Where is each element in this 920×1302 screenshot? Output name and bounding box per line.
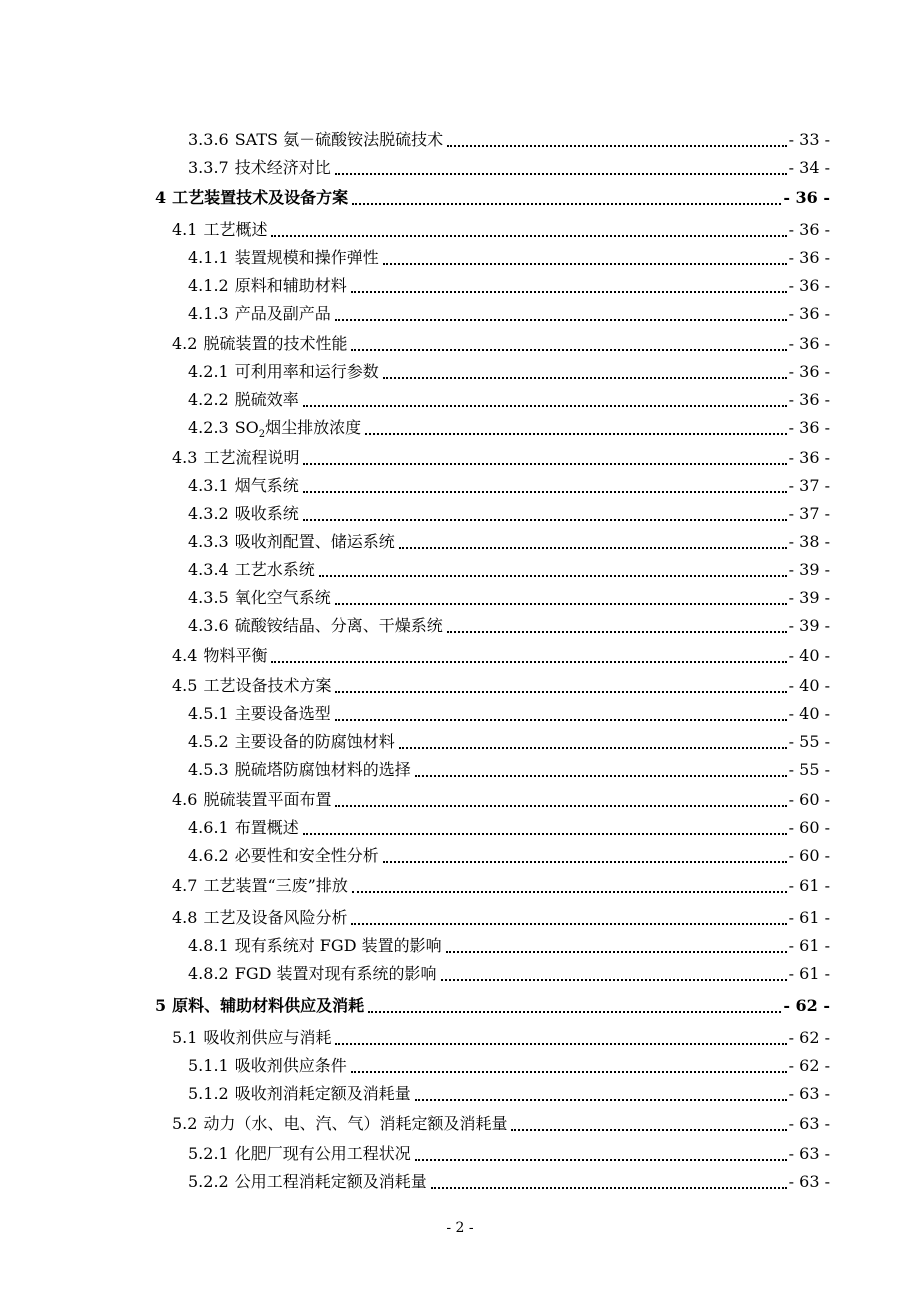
toc-entry-text: 烟尘排放浓度 <box>265 418 362 437</box>
toc-entry[interactable] <box>172 876 830 896</box>
toc-entry-page: - 36 - <box>788 390 830 409</box>
toc-dot-leader <box>351 282 787 296</box>
toc-entry-text: 吸收剂消耗定额及消耗量 <box>234 1084 411 1103</box>
toc-entry[interactable] <box>188 588 830 608</box>
toc-entry-title <box>188 476 299 496</box>
toc-entry-text: 原料、辅助材料供应及消耗 <box>172 996 365 1015</box>
toc-dot-leader <box>415 1090 787 1104</box>
toc-entry[interactable] <box>188 362 830 382</box>
toc-entry-number: 4 <box>155 188 167 207</box>
toc-entry-number: 4.3 <box>172 448 198 467</box>
toc-entry[interactable] <box>188 276 830 296</box>
toc-entry-number: 3.3.7 <box>188 158 229 177</box>
toc-entry-page: - 63 - <box>788 1114 830 1133</box>
toc-entry-text: 脱硫装置平面布置 <box>203 790 332 809</box>
toc-entry-title <box>172 334 347 354</box>
toc-entry-text: 烟气系统 <box>234 476 299 495</box>
toc-entry-page: - 63 - <box>788 1144 830 1163</box>
toc-entry-title <box>172 220 267 240</box>
toc-entry-text: 布置概述 <box>234 818 299 837</box>
toc-dot-leader <box>383 368 787 382</box>
toc-entry-page: - 39 - <box>788 588 830 607</box>
toc-entry-title <box>188 588 331 608</box>
toc-entry-number: 4.5.1 <box>188 704 229 723</box>
toc-entry-title <box>188 1172 427 1192</box>
toc-dot-leader <box>351 1062 787 1076</box>
toc-entry-page: - 55 - <box>788 732 830 751</box>
toc-entry-text: 现有系统对 FGD 装置的影响 <box>234 936 442 955</box>
toc-entry-text: 原料和辅助材料 <box>234 276 347 295</box>
toc-dot-leader <box>351 340 786 354</box>
toc-entry-text: 脱硫装置的技术性能 <box>203 334 348 353</box>
toc-entry[interactable] <box>188 964 830 984</box>
toc-entry-text: 主要设备选型 <box>234 704 331 723</box>
toc-dot-leader <box>446 942 787 956</box>
toc-entry-text: 工艺流程说明 <box>203 448 300 467</box>
toc-entry[interactable] <box>188 304 830 324</box>
toc-entry[interactable] <box>188 1084 830 1104</box>
toc-dot-leader <box>303 824 787 838</box>
toc-entry-page: - 37 - <box>788 504 830 523</box>
toc-entry-text: 化肥厂现有公用工程状况 <box>234 1144 411 1163</box>
toc-entry-number: 4.2 <box>172 334 198 353</box>
toc-entry-title <box>188 248 379 268</box>
toc-dot-leader <box>383 254 787 268</box>
toc-entry-text: 硫酸铵结晶、分离、干燥系统 <box>234 616 443 635</box>
toc-entry-number: 4.5.2 <box>188 732 229 751</box>
toc-entry-page: - 37 - <box>788 476 830 495</box>
toc-entry-page: - 36 - <box>788 304 830 323</box>
toc-entry-title <box>188 418 362 441</box>
toc-entry-number: 5.1.2 <box>188 1084 229 1103</box>
toc-entry-page: - 36 - <box>788 248 830 267</box>
toc-entry[interactable] <box>188 1172 830 1192</box>
toc-dot-leader <box>351 914 786 928</box>
toc-entry-number: 4.3.5 <box>188 588 229 607</box>
toc-dot-leader <box>415 1150 787 1164</box>
toc-entry-page: - 39 - <box>788 560 830 579</box>
toc-dot-leader <box>352 194 781 208</box>
toc-entry-formula: SO <box>234 418 259 437</box>
toc-entry[interactable] <box>188 418 830 441</box>
toc-dot-leader <box>319 566 787 580</box>
toc-entry-number: 4.3.6 <box>188 616 229 635</box>
toc-entry-title <box>188 1084 411 1104</box>
toc-entry-page: - 36 - <box>788 220 830 239</box>
toc-entry-number: 4.2.2 <box>188 390 229 409</box>
toc-entry-page: - 36 - <box>783 188 830 207</box>
toc-entry-text: 工艺及设备风险分析 <box>203 908 348 927</box>
toc-entry-title <box>188 158 331 178</box>
toc-entry-title <box>172 876 348 896</box>
toc-entry-title <box>188 362 379 382</box>
toc-entry-text: FGD 装置对现有系统的影响 <box>234 964 437 983</box>
toc-entry-page: - 39 - <box>788 616 830 635</box>
toc-entry[interactable] <box>172 1028 830 1048</box>
toc-entry-text: 工艺水系统 <box>234 560 315 579</box>
page-number: - 2 - <box>446 1220 474 1236</box>
toc-dot-leader <box>335 1034 786 1048</box>
toc-entry[interactable] <box>188 1144 830 1164</box>
toc-entry-text: 可利用率和运行参数 <box>234 362 379 381</box>
toc-entry-page: - 40 - <box>788 704 830 723</box>
toc-entry-number: 4.8.2 <box>188 964 229 983</box>
toc-entry[interactable] <box>188 704 830 724</box>
toc-entry[interactable] <box>172 908 830 928</box>
toc-entry-title <box>188 560 315 580</box>
toc-entry-title <box>172 790 331 810</box>
toc-entry-page: - 60 - <box>788 790 830 809</box>
toc-entry-page: - 61 - <box>788 936 830 955</box>
toc-entry-title <box>172 676 331 696</box>
toc-dot-leader <box>303 396 787 410</box>
toc-entry-number: 5.2 <box>172 1114 198 1133</box>
toc-entry[interactable] <box>188 616 830 636</box>
toc-entry-page: - 60 - <box>788 818 830 837</box>
toc-entry[interactable] <box>172 676 830 696</box>
toc-entry-page: - 61 - <box>788 908 830 927</box>
toc-entry-text: 脱硫塔防腐蚀材料的选择 <box>234 760 411 779</box>
toc-dot-leader <box>335 796 786 810</box>
toc-dot-leader <box>335 710 787 724</box>
toc-entry[interactable] <box>188 504 830 524</box>
toc-entry-title <box>172 448 299 468</box>
toc-entry-page: - 62 - <box>783 996 830 1015</box>
toc-entry-number: 4.2.1 <box>188 362 229 381</box>
toc-entry-page: - 63 - <box>788 1084 830 1103</box>
toc-entry-text: SATS 氨－硫酸铵法脱硫技术 <box>234 130 444 149</box>
toc-dot-leader <box>365 424 786 438</box>
toc-dot-leader <box>271 652 786 666</box>
toc-entry-text: 氧化空气系统 <box>234 588 331 607</box>
toc-entry-text: 动力（水、电、汽、气）消耗定额及消耗量 <box>203 1114 508 1133</box>
toc-entry-page: - 36 - <box>788 276 830 295</box>
toc-entry-number: 4.7 <box>172 876 198 895</box>
toc-entry[interactable] <box>172 790 830 810</box>
toc-entry-title <box>172 1114 507 1134</box>
toc-dot-leader <box>303 454 786 468</box>
toc-entry-number: 4.1.3 <box>188 304 229 323</box>
toc-dot-leader <box>383 852 787 866</box>
toc-entry-number: 5.2.2 <box>188 1172 229 1191</box>
toc-entry-number: 4.4 <box>172 646 198 665</box>
toc-entry-page: - 36 - <box>788 448 830 467</box>
toc-entry-text: 工艺概述 <box>203 220 268 239</box>
toc-entry[interactable] <box>188 390 830 410</box>
toc-entry-page: - 40 - <box>788 646 830 665</box>
toc-entry[interactable] <box>155 188 830 208</box>
toc-entry-number: 4.3.3 <box>188 532 229 551</box>
toc-entry-number: 4.5 <box>172 676 198 695</box>
toc-entry-number: 4.1.2 <box>188 276 229 295</box>
toc-entry-page: - 36 - <box>788 418 830 437</box>
toc-entry[interactable] <box>172 1114 830 1134</box>
toc-entry[interactable] <box>188 936 830 956</box>
toc-entry-title <box>188 818 299 838</box>
toc-entry-title <box>188 504 299 524</box>
toc-dot-leader <box>415 766 787 780</box>
toc-entry-title <box>188 936 442 956</box>
toc-entry-title <box>188 1056 347 1076</box>
toc-entry-text: 吸收剂供应条件 <box>234 1056 347 1075</box>
toc-dot-leader <box>441 970 787 984</box>
toc-entry-page: - 33 - <box>788 130 830 149</box>
toc-entry[interactable] <box>188 818 830 838</box>
toc-entry-title <box>188 130 443 150</box>
toc-entry[interactable] <box>172 220 830 240</box>
toc-entry-title <box>188 704 331 724</box>
toc-entry-text: 脱硫效率 <box>234 390 299 409</box>
toc-dot-leader <box>368 1002 781 1016</box>
toc-entry-title <box>188 760 411 780</box>
toc-dot-leader <box>447 136 787 150</box>
toc-entry-text: 吸收剂配置、储运系统 <box>234 532 395 551</box>
toc-entry-text: 产品及副产品 <box>234 304 331 323</box>
toc-entry-number: 4.3.4 <box>188 560 229 579</box>
toc-entry-title <box>188 732 395 752</box>
toc-entry[interactable] <box>188 1056 830 1076</box>
toc-dot-leader <box>335 682 786 696</box>
toc-entry[interactable] <box>188 476 830 496</box>
toc-entry-page: - 61 - <box>788 964 830 983</box>
toc-entry[interactable] <box>172 646 830 666</box>
toc-entry-title <box>172 1028 331 1048</box>
toc-entry[interactable] <box>188 248 830 268</box>
toc-entry-text: 技术经济对比 <box>234 158 331 177</box>
toc-entry-page: - 36 - <box>788 362 830 381</box>
toc-dot-leader <box>303 510 787 524</box>
toc-entry-text: 物料平衡 <box>203 646 268 665</box>
toc-dot-leader <box>511 1120 786 1134</box>
toc-entry[interactable] <box>188 560 830 580</box>
toc-entry-text: 工艺装置“三废”排放 <box>203 876 348 895</box>
toc-entry-number: 5.1.1 <box>188 1056 229 1075</box>
toc-entry-title <box>188 964 437 984</box>
toc-entry-text: 工艺设备技术方案 <box>203 676 332 695</box>
toc-entry-title <box>188 304 331 324</box>
toc-entry-text: 工艺装置技术及设备方案 <box>172 188 349 207</box>
toc-entry-number: 5.2.1 <box>188 1144 229 1163</box>
toc-entry-number: 5 <box>155 996 167 1015</box>
toc-entry-text: 装置规模和操作弹性 <box>234 248 379 267</box>
toc-entry[interactable] <box>172 334 830 354</box>
toc-entry-text: 公用工程消耗定额及消耗量 <box>234 1172 427 1191</box>
toc-entry-number: 3.3.6 <box>188 130 229 149</box>
toc-entry-number: 4.6 <box>172 790 198 809</box>
toc-dot-leader <box>271 226 786 240</box>
toc-entry-title <box>155 188 348 208</box>
toc-dot-leader <box>335 310 787 324</box>
toc-dot-leader <box>399 738 787 752</box>
toc-entry-page: - 36 - <box>788 334 830 353</box>
toc-entry-text: 必要性和安全性分析 <box>234 846 379 865</box>
toc-entry-page: - 38 - <box>788 532 830 551</box>
toc-entry-page: - 60 - <box>788 846 830 865</box>
toc-entry-title <box>188 276 347 296</box>
toc-entry-number: 4.6.2 <box>188 846 229 865</box>
toc-entry-title <box>188 616 443 636</box>
toc-dot-leader <box>335 164 787 178</box>
toc-entry-title <box>188 1144 411 1164</box>
toc-entry-text: 吸收系统 <box>234 504 299 523</box>
toc-entry-number: 4.5.3 <box>188 760 229 779</box>
toc-dot-leader <box>447 622 787 636</box>
toc-entry-number: 4.3.1 <box>188 476 229 495</box>
toc-entry[interactable] <box>188 130 830 150</box>
toc-entry[interactable] <box>172 448 830 468</box>
toc-entry-title <box>188 390 299 410</box>
toc-entry-number: 5.1 <box>172 1028 198 1047</box>
toc-entry-number: 4.3.2 <box>188 504 229 523</box>
toc-entry[interactable] <box>188 846 830 866</box>
toc-entry-page: - 62 - <box>788 1056 830 1075</box>
toc-entry-number: 4.6.1 <box>188 818 229 837</box>
toc-dot-leader <box>335 594 787 608</box>
toc-entry-title <box>188 846 379 866</box>
toc-entry-formula-subscript: 2 <box>258 429 266 441</box>
toc-entry-number: 4.2.3 <box>188 418 229 437</box>
toc-entry-title <box>188 532 395 552</box>
toc-entry-page: - 40 - <box>788 676 830 695</box>
toc-entry-title <box>172 908 347 928</box>
toc-entry-text: 主要设备的防腐蚀材料 <box>234 732 395 751</box>
toc-entry-number: 4.8.1 <box>188 936 229 955</box>
toc-entry-page: - 61 - <box>788 876 830 895</box>
toc-entry-page: - 34 - <box>788 158 830 177</box>
toc-entry-number: 4.1.1 <box>188 248 229 267</box>
toc-entry-title <box>155 996 364 1016</box>
toc-dot-leader <box>303 482 787 496</box>
toc-entry-page: - 62 - <box>788 1028 830 1047</box>
toc-entry-number: 4.8 <box>172 908 198 927</box>
toc-entry[interactable] <box>188 158 830 178</box>
toc-dot-leader <box>352 882 787 896</box>
toc-entry-page: - 63 - <box>788 1172 830 1191</box>
toc-entry-number: 4.1 <box>172 220 198 239</box>
toc-entry[interactable] <box>155 996 830 1016</box>
toc-entry[interactable] <box>188 532 830 552</box>
toc-entry-page: - 55 - <box>788 760 830 779</box>
toc-entry[interactable] <box>188 732 830 752</box>
toc-dot-leader <box>399 538 787 552</box>
toc-entry-title <box>172 646 267 666</box>
toc-dot-leader <box>431 1178 787 1192</box>
toc-entry[interactable] <box>188 760 830 780</box>
toc-entry-text: 吸收剂供应与消耗 <box>203 1028 332 1047</box>
